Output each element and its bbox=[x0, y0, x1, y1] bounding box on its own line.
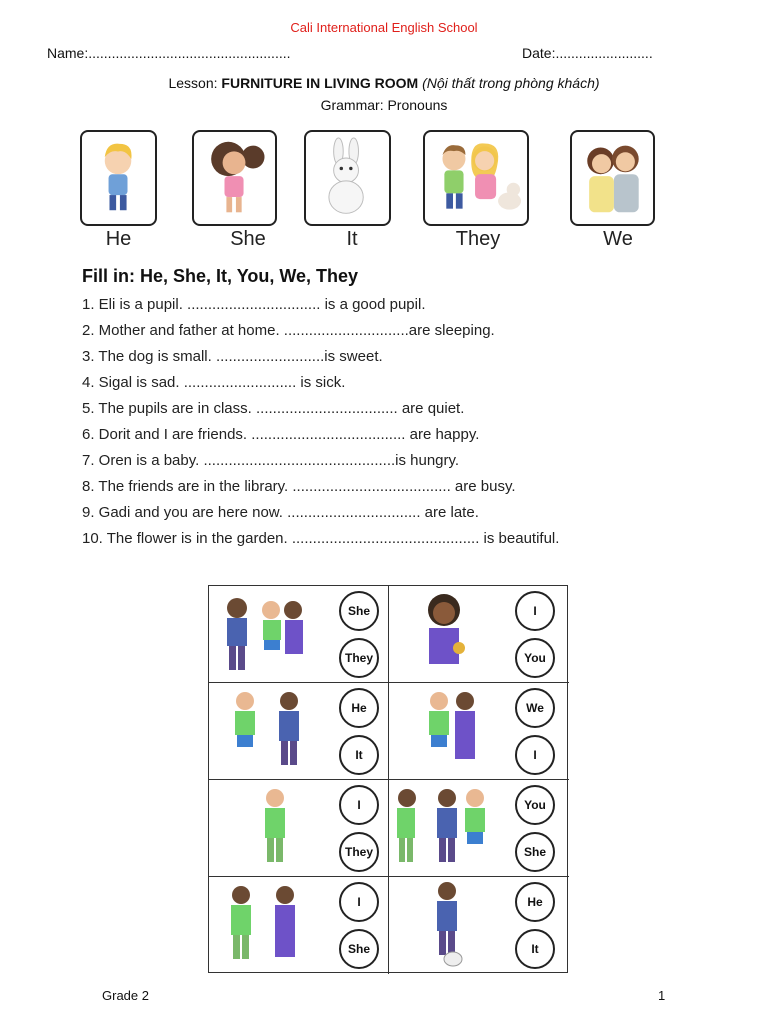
pronoun-label-we: We bbox=[603, 228, 633, 250]
choice-option[interactable]: It bbox=[339, 735, 379, 775]
exercise-title: Fill in: He, She, It, You, We, They bbox=[82, 266, 359, 286]
pronoun-card-he bbox=[80, 130, 157, 226]
pronoun-label-she: She bbox=[230, 228, 266, 250]
grid-cell-2 bbox=[389, 586, 569, 683]
choice-option[interactable]: She bbox=[339, 591, 379, 631]
girl-holding-ball-picture bbox=[389, 586, 499, 683]
pronoun-card-we bbox=[570, 130, 655, 226]
sentence-item[interactable]: 2. Mother and father at home. ..............................are sleeping. bbox=[82, 322, 495, 339]
choice-option[interactable]: I bbox=[515, 591, 555, 631]
boy-and-girl-picture bbox=[209, 877, 319, 974]
date-field[interactable]: Date:......................... bbox=[522, 45, 653, 61]
choice-option[interactable]: I bbox=[339, 882, 379, 922]
choice-option[interactable]: They bbox=[339, 638, 379, 678]
pronoun-card-she bbox=[192, 130, 277, 226]
children-group-icon bbox=[425, 132, 527, 224]
pronoun-label-they: They bbox=[455, 228, 501, 250]
grid-cell-1 bbox=[209, 586, 389, 683]
rabbit-icon bbox=[306, 132, 389, 224]
choice-option[interactable]: She bbox=[339, 929, 379, 969]
boy-pointing-at-pair-picture bbox=[389, 780, 499, 877]
school-name: Cali International English School bbox=[290, 20, 478, 35]
sentence-item[interactable]: 1. Eli is a pupil. ................................ is a good pupil. bbox=[82, 296, 426, 313]
lesson-heading bbox=[0, 75, 768, 91]
two-girls-picture bbox=[389, 683, 499, 780]
grid-cell-5 bbox=[209, 780, 389, 877]
grid-cell-4 bbox=[389, 683, 569, 780]
choice-option[interactable]: He bbox=[515, 882, 555, 922]
grid-cell-7 bbox=[209, 877, 389, 974]
sentence-item[interactable]: 9. Gadi and you are here now. ................................ are late. bbox=[82, 504, 479, 521]
choice-option[interactable]: He bbox=[339, 688, 379, 728]
grid-cell-3 bbox=[209, 683, 389, 780]
one-boy-picture bbox=[209, 780, 319, 877]
sentence-item[interactable]: 8. The friends are in the library. ...................................... are busy. bbox=[82, 478, 516, 495]
choice-option[interactable]: You bbox=[515, 785, 555, 825]
choice-option[interactable]: I bbox=[515, 735, 555, 775]
lesson-title: FURNITURE IN LIVING ROOM bbox=[221, 75, 419, 91]
page-number: 1 bbox=[658, 988, 666, 1003]
two-girls-icon bbox=[572, 132, 653, 224]
pronoun-choice-grid bbox=[208, 585, 568, 973]
sentence-item[interactable]: 4. Sigal is sad. ........................... is sick. bbox=[82, 374, 346, 391]
sentence-item[interactable]: 3. The dog is small. ..........................is sweet. bbox=[82, 348, 383, 365]
grammar-subtitle: Grammar: Pronouns bbox=[320, 97, 448, 113]
sentence-item[interactable]: 6. Dorit and I are friends. ..................................... are happy. bbox=[82, 426, 480, 443]
pronoun-label-it: It bbox=[346, 228, 358, 250]
sentence-item[interactable]: 10. The flower is in the garden. ............................................. is beautiful. bbox=[82, 530, 560, 547]
grid-cell-6 bbox=[389, 780, 569, 877]
choice-option[interactable]: It bbox=[515, 929, 555, 969]
pronoun-card-they bbox=[423, 130, 529, 226]
choice-option[interactable]: We bbox=[515, 688, 555, 728]
girl-icon bbox=[194, 132, 275, 224]
name-field[interactable]: Name:.................................................... bbox=[47, 45, 291, 61]
grid-cell-8 bbox=[389, 877, 569, 974]
sentence-item[interactable]: 7. Oren is a baby. ..............................................is hungry. bbox=[82, 452, 460, 469]
girl-and-boy-picture bbox=[209, 683, 319, 780]
choice-option[interactable]: I bbox=[339, 785, 379, 825]
pronoun-card-it bbox=[304, 130, 391, 226]
boy-with-dog-picture bbox=[389, 877, 499, 974]
boy-icon bbox=[82, 132, 155, 224]
choice-option[interactable]: They bbox=[339, 832, 379, 872]
sentence-list bbox=[82, 296, 559, 556]
choice-option[interactable]: You bbox=[515, 638, 555, 678]
boy-and-two-girls-picture bbox=[209, 586, 319, 683]
choice-option[interactable]: She bbox=[515, 832, 555, 872]
pronoun-label-he: He bbox=[105, 228, 132, 250]
grade-label: Grade 2 bbox=[102, 988, 149, 1003]
lesson-translation: (Nội thất trong phòng khách) bbox=[422, 75, 600, 91]
lesson-prefix: Lesson: bbox=[168, 75, 222, 91]
sentence-item[interactable]: 5. The pupils are in class. .................................. are quiet. bbox=[82, 400, 465, 417]
